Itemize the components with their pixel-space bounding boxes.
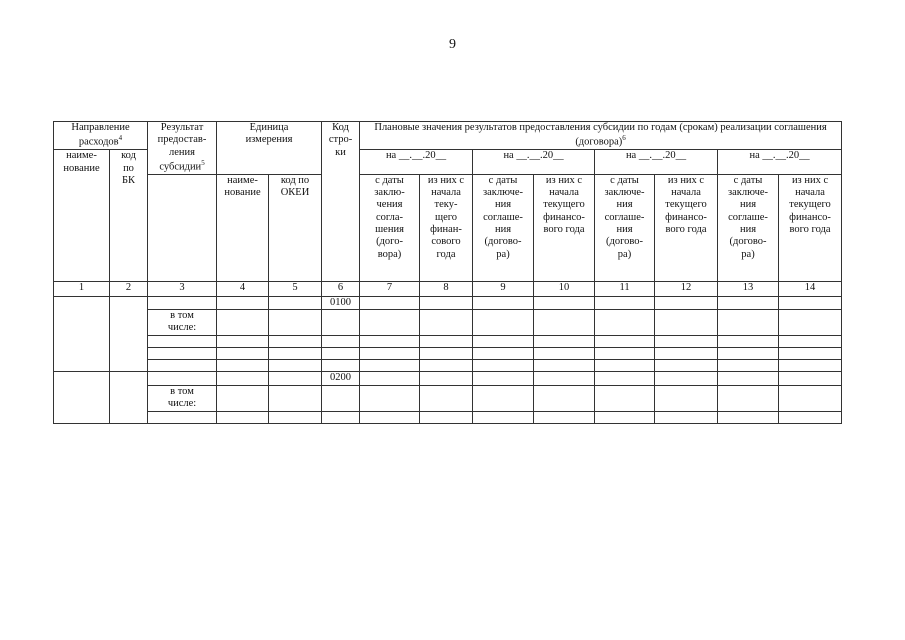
header-from-year-2: из них с начала текущего финансо- вого года — [534, 174, 595, 281]
table-cell[interactable] — [534, 296, 595, 309]
table-cell[interactable] — [148, 372, 217, 385]
header-unit-name: наиме- нование — [217, 174, 269, 281]
header-from-year-4: из них с начала текущего финансо- вого года — [779, 174, 842, 281]
table-cell[interactable] — [360, 296, 420, 309]
header-result: Результат предостав- ления субсидии$^5$ — [148, 122, 217, 175]
table-cell[interactable] — [473, 296, 534, 309]
table-cell[interactable] — [655, 296, 718, 309]
header-year-3: на __.__.20__ — [595, 150, 718, 175]
page-number: 9 — [449, 37, 456, 52]
header-row-code: Код стро- ки — [322, 122, 360, 282]
header-from-year-3: из них с начала текущего финансо- вого года — [655, 174, 718, 281]
in-total-label: в том числе: — [148, 309, 217, 335]
in-total-label: в том числе: — [148, 385, 217, 411]
column-number: 8 — [420, 281, 473, 296]
header-from-date-4: с даты заключе- ния соглаше- ния (догово- ра) — [718, 174, 779, 281]
table-cell[interactable] — [420, 296, 473, 309]
column-number: 13 — [718, 281, 779, 296]
row-code: 0200 — [322, 372, 360, 385]
table-cell[interactable] — [269, 296, 322, 309]
table-cell[interactable] — [217, 372, 269, 385]
column-number: 9 — [473, 281, 534, 296]
header-from-date-1: с даты заклю- чения согла- шения (дого- вора) — [360, 174, 420, 281]
table-cell[interactable] — [360, 372, 420, 385]
table-cell[interactable] — [595, 372, 655, 385]
header-planned-values: Плановые значения результатов предоставления субсидии по годам (срокам) реализации соглашения (договора)$^6$ — [360, 122, 842, 150]
column-number: 12 — [655, 281, 718, 296]
header-direction: Направление расходов$^4$ — [54, 122, 148, 150]
column-number: 1 — [54, 281, 110, 296]
header-unit: Единица измерения — [217, 122, 322, 175]
column-number: 3 — [148, 281, 217, 296]
table-cell[interactable] — [110, 372, 148, 424]
subsidy-results-table — [53, 121, 842, 424]
table-cell[interactable] — [269, 372, 322, 385]
table-cell[interactable] — [54, 296, 110, 372]
header-from-year-1: из них с начала теку- щего финан- сового года — [420, 174, 473, 281]
header-result-spacer — [148, 174, 217, 281]
header-unit-code: код по ОКЕИ — [269, 174, 322, 281]
row-code: 0100 — [322, 296, 360, 309]
header-direction-code: код по БК — [110, 150, 148, 281]
column-number: 11 — [595, 281, 655, 296]
table-cell[interactable] — [473, 372, 534, 385]
table-cell[interactable] — [595, 296, 655, 309]
table-cell[interactable] — [217, 296, 269, 309]
column-number: 2 — [110, 281, 148, 296]
table-cell[interactable] — [779, 296, 842, 309]
header-from-date-3: с даты заключе- ния соглаше- ния (догово- ра) — [595, 174, 655, 281]
header-year-2: на __.__.20__ — [473, 150, 595, 175]
table-cell[interactable] — [655, 372, 718, 385]
column-number: 4 — [217, 281, 269, 296]
table-cell[interactable] — [110, 296, 148, 372]
column-number: 5 — [269, 281, 322, 296]
header-year-4: на __.__.20__ — [718, 150, 842, 175]
table-cell[interactable] — [718, 296, 779, 309]
table-cell[interactable] — [718, 372, 779, 385]
column-number: 10 — [534, 281, 595, 296]
column-number: 14 — [779, 281, 842, 296]
column-number: 6 — [322, 281, 360, 296]
column-number: 7 — [360, 281, 420, 296]
table-cell[interactable] — [534, 372, 595, 385]
table-cell[interactable] — [420, 372, 473, 385]
header-from-date-2: с даты заключе- ния соглаше- ния (догово- ра) — [473, 174, 534, 281]
header-year-1: на __.__.20__ — [360, 150, 473, 175]
table-cell[interactable] — [54, 372, 110, 424]
table-cell[interactable] — [779, 372, 842, 385]
table-cell[interactable] — [148, 296, 217, 309]
header-direction-name: наиме- нование — [54, 150, 110, 281]
